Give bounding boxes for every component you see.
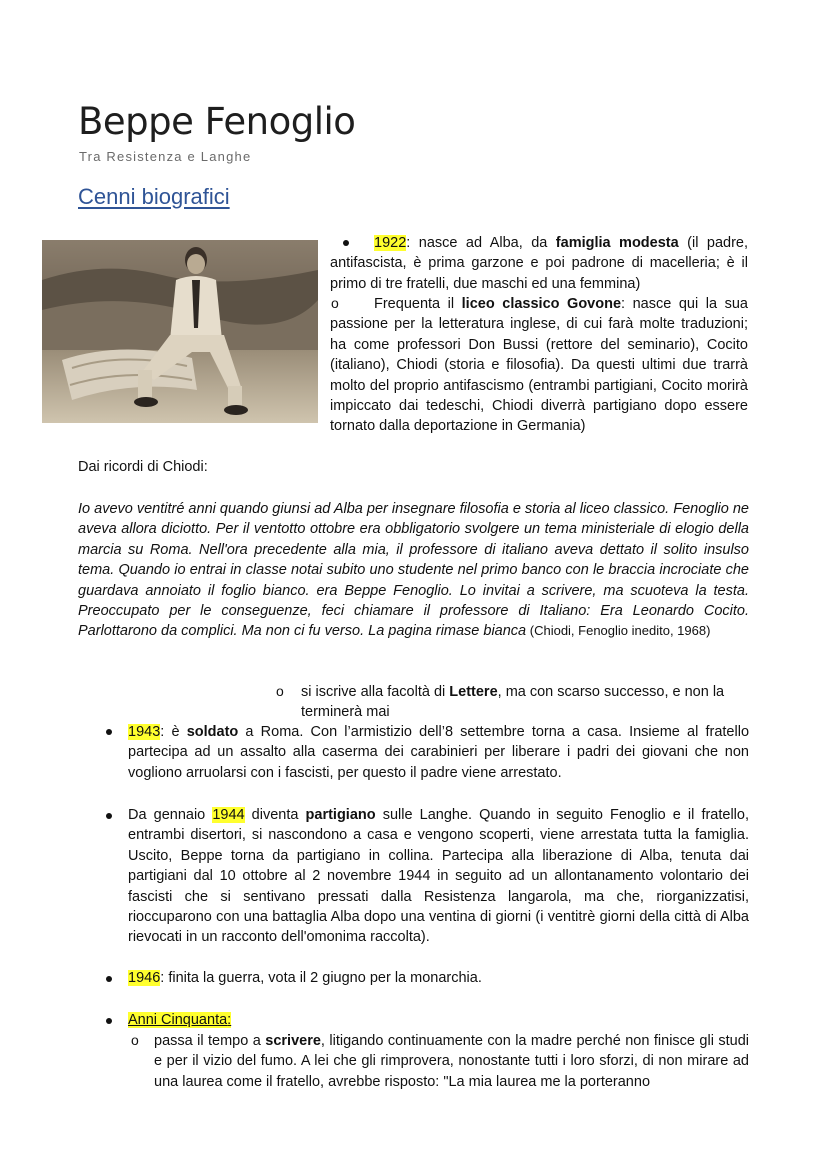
bullet-dot-icon xyxy=(106,813,112,819)
paragraph-1944: Da gennaio 1944 diventa partigiano sulle Langhe. Quando in seguito Fenoglio e il fratello, entrambi disertori, si nascondono a casa e vengono scoperti, viene arrestata tutta la famiglia. Uscito, Beppe torna da partigiano in collina. Partecipa alla liberazione di Alba, tenuta dai partigiani dal 10 ottobre al 2 novembre 1944 in seguito ad un allontanamento volontario dei fascisti che si sentivano pressati dalla Resistenza langarola, ma che, riorganizzatisi, rioccuparono con una battaglia Alba dopo una ventina di giorni (i ventitrè giorni della città di Alba rievocati in un racconto dell'omonima raccolta). xyxy=(128,807,749,946)
paragraph-university: si iscrive alla facoltà di Lettere, ma con scarso successo, e non la terminerà mai xyxy=(301,684,725,721)
page-title: Beppe Fenoglio xyxy=(78,100,356,143)
paragraph-fifties: passa il tempo a scrivere, litigando continuamente con la madre perché non finisce gli studi e per il vizio del fumo. A lei che gli rimprovera, nonostante tutti i loro sforzi, di non mirare ad una laurea come il fratello, avrebbe risposto: "La mia laurea me la porteranno xyxy=(154,1033,749,1090)
bullet-dot-icon xyxy=(106,1018,112,1024)
bullet-ring-icon: o xyxy=(331,295,339,311)
chiodi-quote: Io avevo ventitré anni quando giunsi ad Alba per insegnare filosofia e storia al liceo classico. Fenoglio ne aveva allora diciotto. Per il ventotto ottobre era obbligatorio svolgere un tema ministeriale di elogio della marcia su Roma. Nell'ora precedente alla mia, il professore di italiano aveva dettato il solito insulso tema. Quando io entrai in classe notai subito uno studente nel primo banco con le braccia incrociate che guardava annoiato il foglio bianco. era Beppe Fenoglio. Lo invitai a scrivere, ma scuoteva la testa. Preoccupato per le conseguenze, feci chiamare il professore di Italiano: Era Leonardo Cocito. Parlottarono da complici. Ma non ci fu verso. La pagina rimase bianca (Chiodi, Fenoglio inedito, 1968) xyxy=(78,501,749,640)
bullet-dot-icon xyxy=(106,976,112,982)
year-1943-highlight: 1943 xyxy=(128,724,161,740)
year-1922-highlight: 1922 xyxy=(374,235,407,251)
paragraph-liceo: Frequenta il liceo classico Govone: nasce qui la sua passione per la letteratura inglese, di cui farà molte traduzioni; ha come professori Don Bussi (rettore del seminario), Cocito (italiano), Chiodi (storia e filosofia). Da questi ultimi due trarrà molto del proprio antifascismo (entrambi partigiani, Cocito morirà impiccato dai tedeschi, Chiodi diverrà partigiano dopo essere tornato dalla deportazione in Germania) xyxy=(330,296,748,435)
year-1946-highlight: 1946 xyxy=(128,970,161,986)
paragraph-1943: 1943: è soldato a Roma. Con l’armistizio dell’8 settembre torna a casa. Insieme al fratello partecipa ad un assalto alla caserma dei carabinieri per liberare i padri dei giovani che non vogliono arruolarsi con i fascisti, per questo il padre viene arrestato. xyxy=(128,724,750,781)
year-1944-highlight: 1944 xyxy=(212,807,245,823)
section-heading: Cenni biografici xyxy=(78,184,230,209)
portrait-photo-icon xyxy=(42,240,318,423)
memories-label: Dai ricordi di Chiodi: xyxy=(78,459,208,475)
bullet-ring-icon: o xyxy=(276,683,284,699)
bullet-dot-icon xyxy=(106,729,112,735)
fifties-heading: Anni Cinquanta: xyxy=(128,1012,232,1028)
bullet-ring-icon: o xyxy=(131,1032,139,1048)
page-subtitle: Tra Resistenza e Langhe xyxy=(79,149,252,164)
paragraph-1922: 1922: nasce ad Alba, da famiglia modesta (il padre, antifascista, è prima garzone e poi padrone di macelleria; è il primo di tre fratelli, due maschi ed una femmina) xyxy=(330,235,748,292)
paragraph-1946: 1946: finita la guerra, vota il 2 giugno per la monarchia. xyxy=(128,970,482,986)
